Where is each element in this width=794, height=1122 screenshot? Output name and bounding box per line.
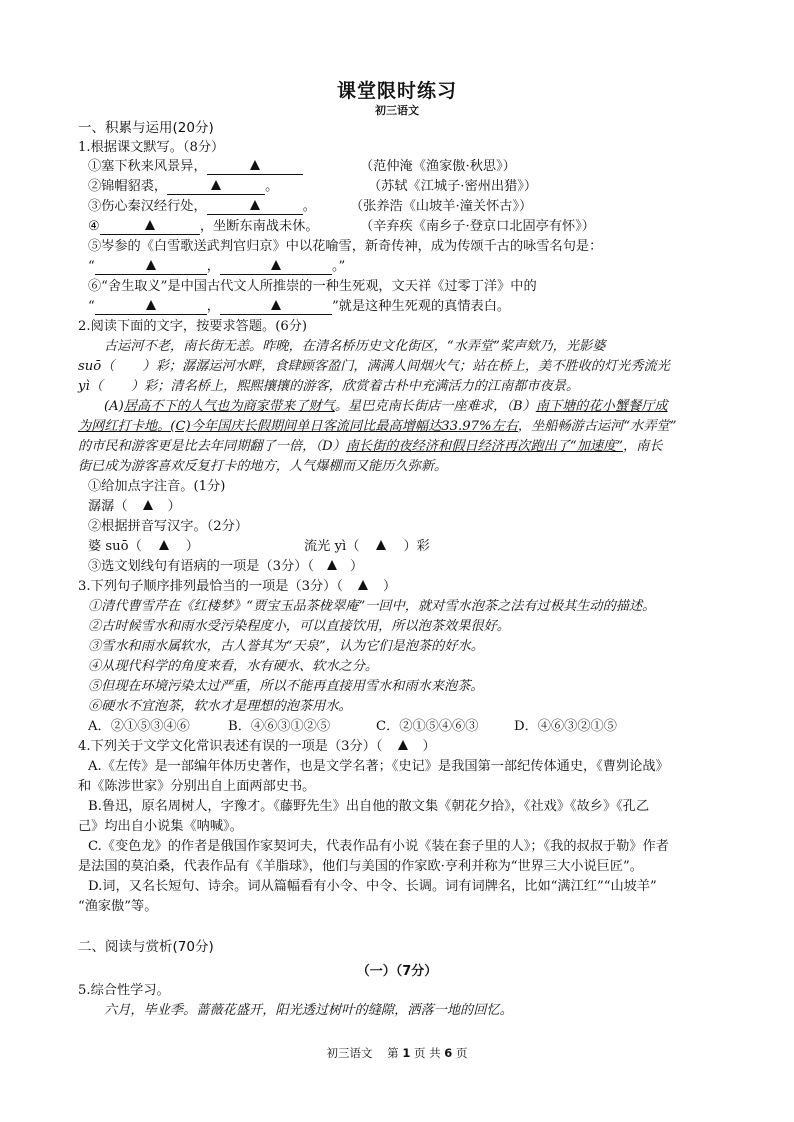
option-b[interactable]: B.鲁迅，原名周树人，字豫才。《藤野先生》出自他的散文集《朝花夕拾》，《社戏》《故乡》《孔乙 (88, 799, 650, 814)
passage-line: suō（ ）彩；潺潺运河水畔，食肆顾客盈门，满满人间烟火气；站在桥上，美不胜收的灯光秀流光 (78, 359, 670, 374)
sub-question: ②根据拼音写汉字。（2分） (88, 519, 249, 534)
passage-line: 街已成为游客喜欢反复打卡的地方，人气爆棚而又能历久弥新。 (78, 459, 448, 474)
sub-question: 流光 yì（ ）彩 (304, 539, 430, 554)
source-note: （辛弃疾《南乡子·登京口北固亭有怀》） (360, 219, 595, 234)
option-c[interactable]: C.《变色龙》的作者是俄国作家契诃夫，代表作品有小说《装在套子里的人》；《我的叔叔于勒》作者 (88, 839, 669, 854)
triangle-icon (271, 300, 281, 310)
passage-line: 六月，毕业季。蔷薇花盛开，阳光透过树叶的缝隙，洒落一地的回忆。 (104, 1003, 513, 1018)
option-a-cont: 和《陈涉世家》分别出自上面两部史书。 (78, 779, 316, 794)
option-c-cont: 是法国的莫泊桑，代表作品有《羊脂球》，他们与美国的作家欧·亨利并称为“世界三大小说巨匠”。 (78, 859, 643, 874)
sentence-item: ⑥硬水不宜泡茶，软水才是理想的泡茶用水。 (88, 699, 352, 714)
triangle-icon (159, 540, 169, 550)
option-d[interactable]: D.词，又名长短句、诗余。词从篇幅看有小令、中令、长调。词有词牌名，比如“满江红”“山坡羊” (88, 879, 657, 894)
page-title: 课堂限时练习 (336, 80, 457, 102)
answer-blank[interactable] (128, 498, 168, 516)
answer-blank[interactable] (220, 259, 332, 275)
triangle-icon (271, 260, 281, 270)
option-a[interactable]: A．②①⑤③④⑥ (88, 719, 190, 734)
answer-blank[interactable] (95, 299, 207, 315)
page-total: 6 (444, 1046, 453, 1060)
recite-item: “ ， ”就是这种生死观的真情表白。 (88, 299, 511, 314)
answer-blank[interactable] (359, 538, 403, 556)
passage-line: 为网红打卡地。(C)今年国庆长假期间单日客流同比最高增幅达33.97%左右，坐船畅游古运河“水弄堂” (78, 419, 677, 434)
triangle-icon (211, 180, 221, 190)
source-note: （张养浩《山坡羊·潼关怀古》） (350, 199, 533, 214)
passage-line: 的市民和游客更是比去年同期翻了一倍，（D）南长街的夜经济和假日经济再次跑出了“加速度”，南长 (78, 439, 663, 454)
sentence-item: ③雪水和雨水属软水，古人誉其为“天泉”，认为它们是泡茶的好水。 (88, 639, 484, 654)
section-heading: 二、阅读与赏析(70分) (78, 939, 214, 955)
section-heading: 一、积累与运用(20分) (78, 120, 214, 136)
question-stem: 1.根据课文默写。（8分） (78, 140, 225, 155)
answer-blank[interactable] (207, 159, 303, 175)
option-c[interactable]: C．②①⑤④⑥③ (376, 719, 479, 734)
triangle-icon (250, 200, 260, 210)
footer-course: 初三语文 (326, 1046, 373, 1060)
recite-item: ④ ，坐断东南战未休。 (88, 219, 319, 234)
sentence-item: ⑤但现在环境污染太过严重，所以不能再直接用雪水和雨水来泡茶。 (88, 679, 484, 694)
sub-question: 婆 suō（ ） (88, 539, 199, 554)
answer-blank[interactable] (95, 259, 207, 275)
subsection-heading: （一）（7分） (356, 964, 438, 979)
sentence-item: ②古时候雪水和雨水受污染程度小，可以直接饮用，所以泡茶效果很好。 (88, 619, 510, 634)
option-a[interactable]: A.《左传》是一部编年体历史著作，也是文学名著；《史记》是我国第一部纪传体通史，《曹刿论战》 (88, 759, 669, 774)
page-number: 1 (402, 1046, 411, 1060)
triangle-icon (145, 220, 155, 230)
recite-item: ①塞下秋来风景异， (88, 158, 303, 176)
triangle-icon (146, 260, 156, 270)
recite-item: “ ， 。” (88, 259, 346, 274)
answer-blank[interactable] (314, 558, 350, 576)
answer-blank[interactable] (100, 219, 200, 235)
triangle-icon (143, 500, 153, 510)
sentence-item: ④从现代科学的角度来看，水有硬水、软水之分。 (88, 659, 379, 674)
answer-blank[interactable] (343, 578, 383, 596)
sub-question: ①给加点字注音。(1分) (88, 479, 226, 494)
answer-blank[interactable] (142, 538, 186, 556)
sub-question: 潺潺（ ） (88, 499, 181, 514)
passage-line: 古运河不老，南长街无恙。昨晚，在清名桥历史文化街区，“水弄堂”桨声欸乃，光影婆 (104, 339, 606, 354)
source-note: （苏轼《江城子·密州出猎》） (368, 179, 538, 194)
triangle-icon (376, 540, 386, 550)
recite-item: ③伤心秦汉经行处， 。 (88, 199, 316, 214)
answer-blank[interactable] (220, 299, 332, 315)
option-b[interactable]: B．④⑥③①②⑤ (228, 719, 331, 734)
question-stem: 2.阅读下面的文字，按要求答题。(6分) (78, 319, 308, 334)
option-d-cont: “渔家傲”等。 (78, 899, 158, 914)
sub-question: ③选文划线句有语病的一项是（3分）（ ） (88, 559, 364, 574)
passage-line: (A)居高不下的人气也为商家带来了财气。星巴克南长街店一座难求，（B）南下塘的花小蟹餐厅成 (104, 399, 668, 414)
page-footer: 初三语文 第 1 页 共 6 页 (326, 1046, 468, 1060)
answer-blank[interactable] (383, 738, 423, 756)
option-d[interactable]: D．④⑥③②①⑤ (514, 719, 617, 734)
question-stem: 3.下列句子顺序排列最恰当的一项是（3分）（ ） (78, 579, 397, 594)
answer-blank[interactable] (167, 179, 265, 195)
recite-item: ②锦帽貂裘， 。 (88, 179, 279, 194)
triangle-icon (398, 740, 408, 750)
answer-blank[interactable] (207, 199, 303, 215)
option-b-cont: 己》均出自小说集《呐喊》。 (78, 819, 243, 834)
question-stem: 5.综合性学习。 (78, 983, 170, 998)
sentence-item: ①清代曹雪芹在《红楼梦》“贾宝玉品茶栊翠庵”一回中，就对雪水泡茶之法有过极其生动的描述。 (88, 599, 656, 614)
triangle-icon (146, 300, 156, 310)
triangle-icon (250, 160, 260, 170)
page-subtitle: 初三语文 (375, 104, 419, 117)
source-note: （范仲淹《渔家傲·秋思》） (360, 159, 516, 174)
question-stem: 4.下列关于文学文化常识表述有误的一项是（3分）（ ） (78, 739, 436, 754)
recite-item: ⑤岑参的《白雪歌送武判官归京》中以花喻雪，新奇传神，成为传颂千古的咏雪名句是： (88, 239, 603, 254)
passage-line: yì（ ）彩；清名桥上，熙熙攘攘的游客，欣赏着古朴中充满活力的江南都市夜景。 (78, 379, 580, 394)
triangle-icon (358, 580, 368, 590)
recite-item: ⑥“舍生取义”是中国古代文人所推崇的一种生死观，文天祥《过零丁洋》中的 (88, 279, 537, 294)
triangle-icon (327, 560, 337, 570)
